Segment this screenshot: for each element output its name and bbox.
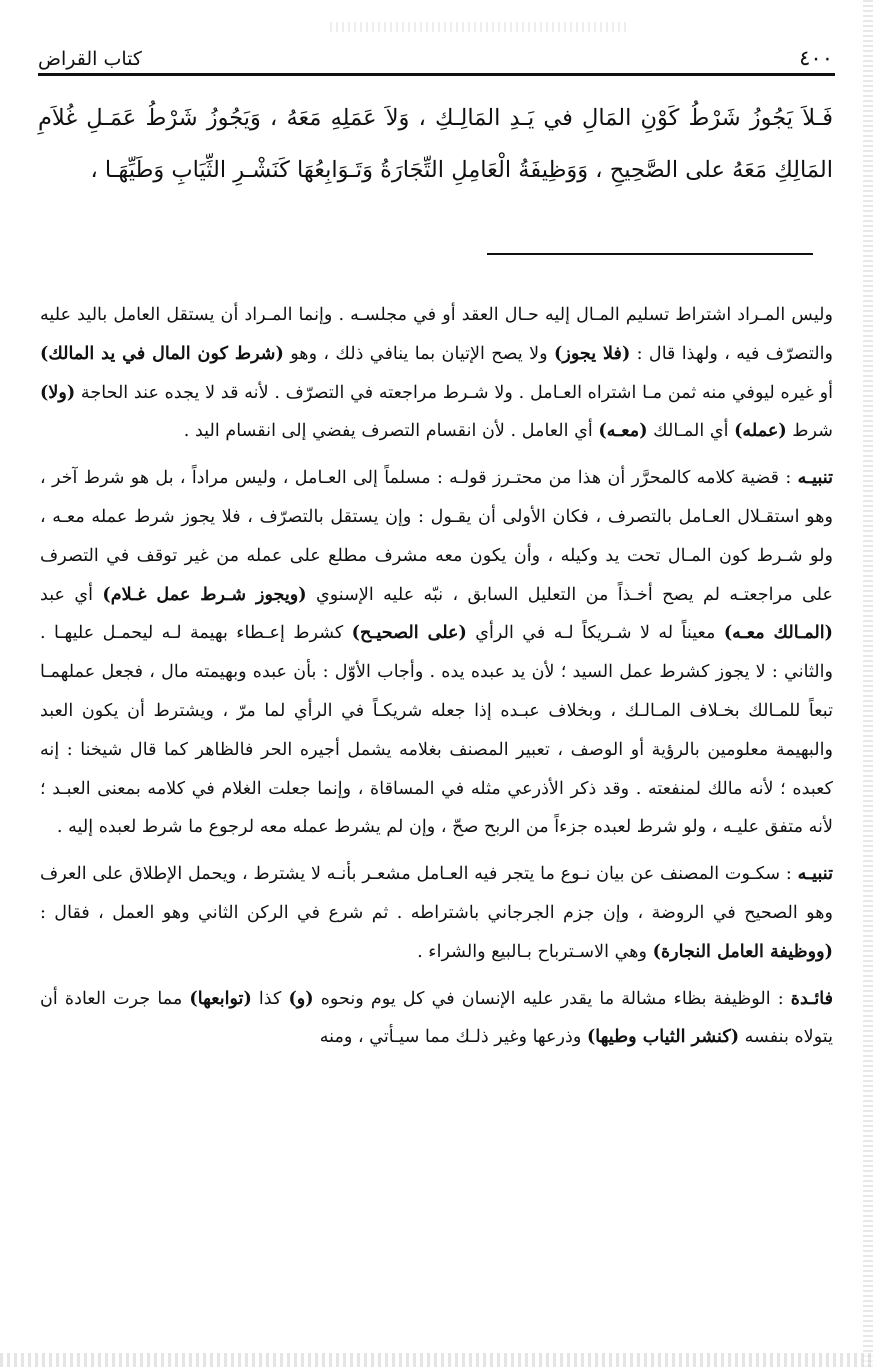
text-run: شرط (786, 421, 833, 442)
text-run: ولا يصح الإتيان بما ينافي ذلك ، وهو (283, 343, 555, 364)
header-rule (38, 73, 835, 76)
text-run: : الوظيفة بظاء مشالة ما يقدر عليه الإنسان في كل يوم ونحوه (313, 988, 791, 1009)
commentary-paragraph-4 (40, 980, 833, 1058)
matn-text: فَـلاَ يَجُوزُ شَرْطُ كَوْنِ المَالِ في يَـدِ المَالِـكِ ، وَلاَ عَمَلِهِ مَعَهُ ، وَيَجُوزُ شَرْطُ عَمَـلِ غُلاَمِ المَالِكِ مَعَهُ على الصَّحِيحِ ، وَوَظِيفَةُ الْعَامِلِ التِّجَارَةُ وَتَـوَابِعُهَا كَنَشْـرِ الثِّيَابِ وَطَيِّهَـا ، (38, 105, 833, 183)
quoted-matn: (فلا يجوز) (554, 342, 631, 364)
quoted-matn: (توابعها) (189, 987, 252, 1009)
quoted-matn: (ووظيفة العامل النجارة) (652, 940, 833, 962)
quoted-matn: (ولا) (40, 381, 76, 403)
note-label: فائـدة (790, 987, 834, 1009)
note-label: تنبيـه (797, 863, 833, 885)
quoted-matn: (عمله) (734, 420, 787, 442)
text-run: : قضية كلامه كالمحرَّر أن هذا من محتـرز قولـه : مسلماً إلى العـامل ، وليس مراداً ، بل هو شرط آخر ، وهو استقـلال العـامل بالتصرف ، فكان الأولى أن يقـول : وإن يستقل بالتصرّف ، فلا يجوز شرط عمله معـه ، ولو شـرط كون المـال تحت يد وكيله ، وأن يكون معه مشرف مطلع على عمله من غير توقف في التصرف على مراجعتـه لم يصح أخـذاً من التعليل السابق ، نبّه عليه الإسنوي (40, 468, 833, 605)
text-run: كشرط إعـطاء بهيمة لـه ليحمـل عليهـا . والثاني : لا يجوز كشرط عمل السيد ؛ لأن يد عبده يده . وأجاب الأوّل : بأن عبده وبهيمته مال ، فجعل عملهمـا تبعاً للمـالك بخـلاف المـالـك ، وبخلاف عبـده إذا جعله شريكـاً في الرأي لما مرّ ، ويشترط أن يكون العبد والبهيمة معلومين بالرؤية أو الوصف ، تعبير المصنف بغلامه يشمل أجيره الحر فالظاهر كما قال شيخنا : إنه كعبده ؛ لأنه مالك لمنفعته . وقد ذكر الأذرعي مثله في المساقاة ، وإنما جعلت الغلام في كلامه بمعنى العبـد ؛ لأنه متفق عليـه ، ولو شرط لعبده جزءاً من الربح صحّ ، وإن لم يشرط عمله معه لرجوع ما شرط لعبده إليه . (40, 623, 833, 838)
quoted-matn: (كنشر الثياب وطيها) (586, 1026, 740, 1048)
text-run: أي العامل . لأن انقسام التصرف يفضي إلى انقسام اليد . (183, 421, 599, 442)
quoted-matn: (ويجوز شـرط عمل غـلام) (102, 583, 307, 605)
book-title: كتاب القراض (38, 48, 142, 70)
page-header (38, 36, 833, 70)
text-run: أي المـالك (647, 421, 735, 442)
text-run: : سكـوت المصنف عن بيان نـوع ما يتجر فيه العـامل مشعـر بأنـه لا يشترط ، ويحمل الإطلاق على العرف وهو الصحيح في الروضة ، وإن جزم الجرجاني باشتراطه . ثم شرع في الركن الثاني وهو العمل ، فقال : (40, 864, 833, 923)
page-number: ٤٠٠ (799, 46, 833, 70)
quoted-matn: (المـالك معـه) (723, 622, 833, 644)
text-run: وهي الاسـترباح بـالبيع والشراء . (417, 941, 653, 962)
scan-bottom-edge (0, 1353, 873, 1367)
matn-separator (487, 253, 813, 255)
commentary-paragraph-2 (40, 459, 833, 847)
quoted-matn: (على الصحيـح) (351, 622, 467, 644)
quoted-matn: (و) (288, 987, 314, 1009)
scan-edge (863, 0, 873, 1367)
commentary-paragraph-3 (40, 855, 833, 971)
note-label: تنبيـه (797, 467, 833, 489)
text-run: أو غيره ليوفي منه ثمن مـا اشتراه العـامل . ولا شـرط مراجعته في التصرّف . لأنه قد لا يجده عند الحاجة (75, 382, 833, 403)
text-run: مما جرت العادة أن يتولاه بنفسه (40, 988, 833, 1048)
quoted-matn: (شرط كون المال في يد المالك) (40, 342, 284, 364)
commentary-paragraph-1 (40, 296, 833, 451)
commentary (40, 296, 833, 1057)
text-run: أي عبد (40, 584, 103, 605)
quoted-matn: (معـه) (598, 420, 648, 442)
text-run: كذا (251, 988, 289, 1009)
text-run: وليس المـراد اشتراط تسليم المـال إليه حـال العقد أو في مجلسـه . وإنما المـراد أن يستقل العامل باليد عليه والتصرّف فيه ، ولهذا قال : (40, 305, 833, 364)
text-run: وذرعها وغير ذلـك مما سيـأتي ، ومنه (319, 1027, 587, 1048)
text-run: معيناً له لا شـريكاً لـه في الرأي (466, 623, 724, 644)
scan-noise (330, 22, 630, 32)
